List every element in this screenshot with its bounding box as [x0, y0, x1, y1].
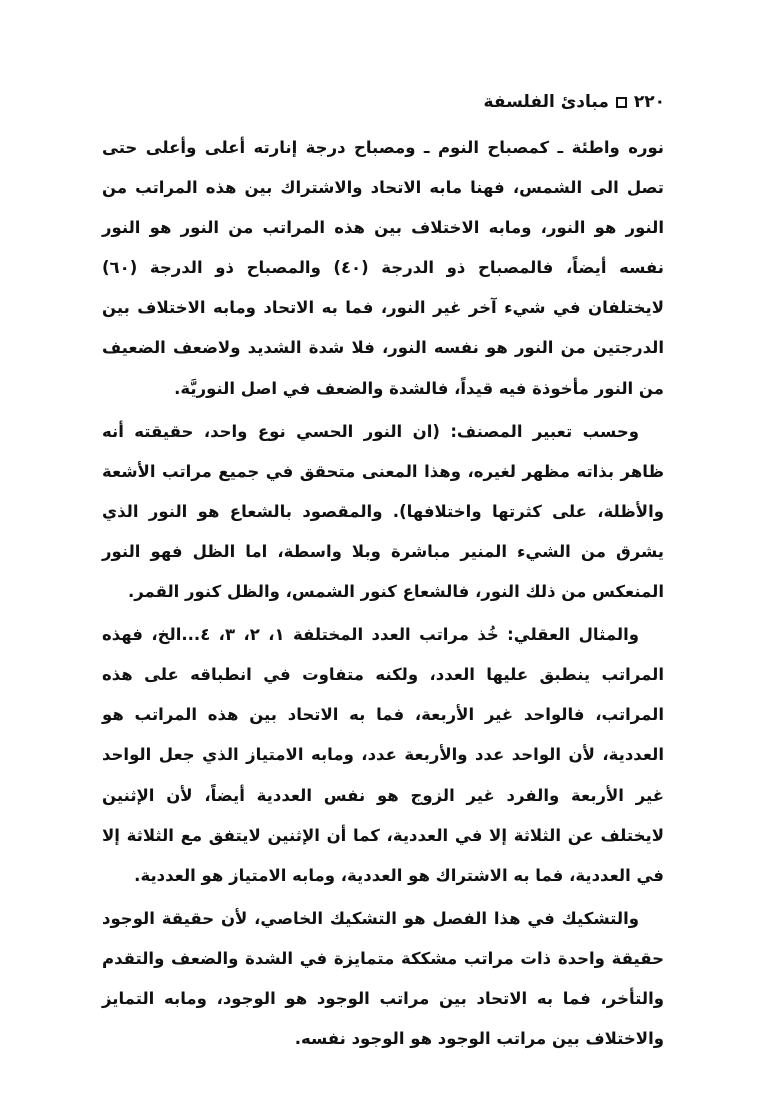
- running-header: [484, 92, 665, 112]
- paragraph-1: نوره واطئة ـ كمصباح النوم ـ ومصباح درجة إنارته أعلى وأعلى حتى تصل الى الشمس، فهنا مابه الاتحاد والاشتراك بين هذه المراتب من النور هو النور، ومابه الاختلاف بين هذه المراتب من النور هو النور نفسه أيضاً، فالمصباح ذو الدرجة (٤٠) والمصباح ذو الدرجة (٦٠) لايختلفان في شيء آخر غير النور، فما به الاتحاد ومابه الاختلاف بين الدرجتين من النور هو نفسه النور، فلا شدة الشديد ولاضعف الضعيف من النور مأخوذة فيه قيداً، فالشدة والضعف في اصل النوريَّة.: [102, 138, 665, 398]
- page-number: ٢٢٠: [633, 92, 665, 112]
- paragraph-2: وحسب تعبير المصنف: (ان النور الحسي نوع واحد، حقيقته أنه ظاهر بذاته مظهر لغيره، وهذا المعنى متحقق في جميع مراتب الأشعة والأظلة، على كثرتها واختلافها). والمقصود بالشعاع هو النور الذي يشرق من الشيء المنير مباشرة وبلا واسطة، اما الظل فهو النور المنعكس من ذلك النور، فالشعاع كنور الشمس، والظل كنور القمر.: [102, 421, 664, 602]
- body-text: [102, 128, 664, 1062]
- book-title: مبادئ الفلسفة: [483, 92, 609, 112]
- paragraph-4: والتشكيك في هذا الفصل هو التشكيك الخاصي، لأن حقيقة الوجود حقيقة واحدة ذات مراتب مشككة متمايزة في الشدة والضعف والتقدم والتأخر، فما به الاتحاد بين مراتب الوجود هو الوجود، ومابه التمايز والاختلاف بين مراتب الوجود هو الوجود نفسه.: [102, 908, 664, 1049]
- paragraph-3: والمثال العقلي: خُذ مراتب العدد المختلفة ١، ٢، ٣، ٤...الخ، فهذه المراتب ينطبق عليها العدد، ولكنه متفاوت في انطباقه على هذه المراتب، فالواحد غير الأربعة، فما به الاتحاد بين هذه المراتب هو العددية، لأن الواحد عدد والأربعة عدد، ومابه الامتياز الذي جعل الواحد غير الأربعة والفرد غير الزوج هو نفس العددية أيضاً، لأن الإثنين لايختلف عن الثلاثة إلا في العددية، كما أن الإثنين لايتفق مع الثلاثة إلا في العددية، فما به الاشتراك هو العددية، ومابه الامتياز هو العددية.: [102, 625, 664, 885]
- header-square-icon: [616, 97, 627, 108]
